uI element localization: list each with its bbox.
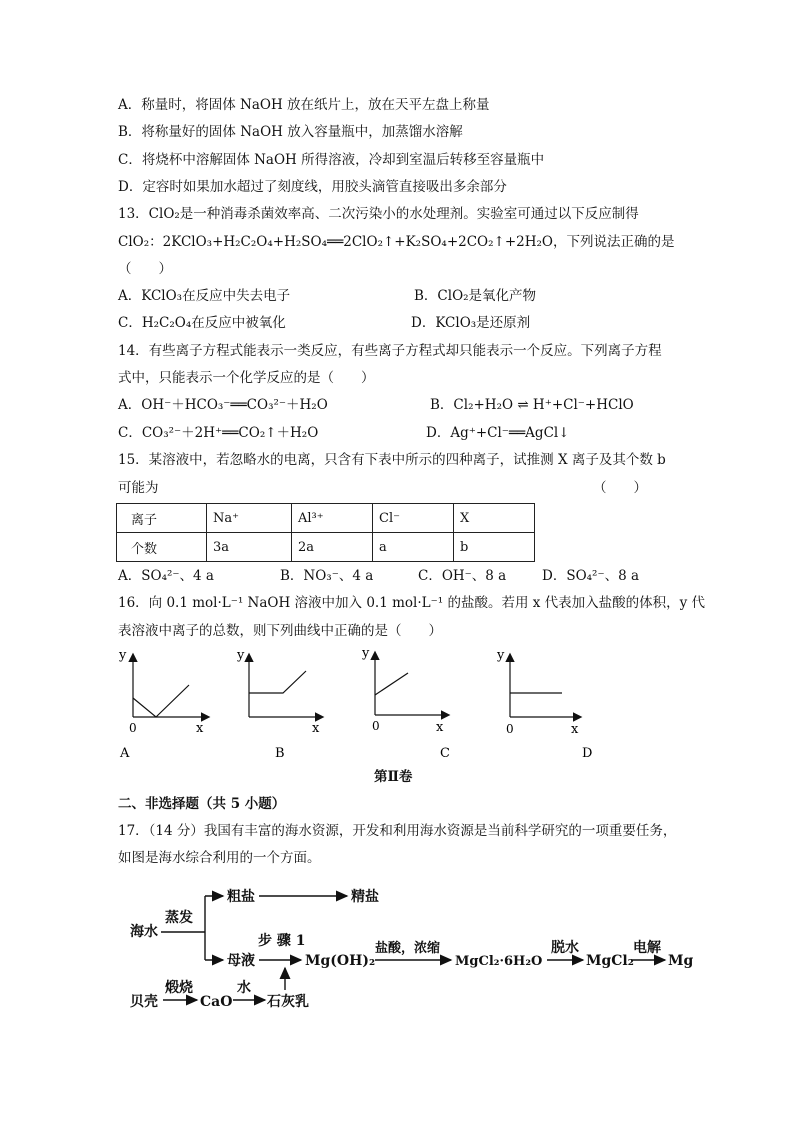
q13-answer-paren: （ ） — [118, 261, 172, 277]
q15-answer-paren: （ ） — [593, 480, 647, 496]
q14-stem-line2: 式中，只能表示一个化学反应的是（ ） — [118, 370, 375, 386]
label-electrolysis: 电解 — [633, 940, 661, 956]
q14-option-d: D．Ag⁺+Cl⁻══AgCl↓ — [426, 425, 570, 441]
q15-stem-line2: 可能为 — [118, 480, 159, 496]
table-header-cell: Na⁺ — [207, 504, 292, 533]
ion-count-table — [116, 503, 535, 562]
graph-label: B — [275, 746, 285, 761]
table-header-cell: X — [454, 504, 535, 533]
table-header-cell: Al³⁺ — [292, 504, 373, 533]
q12-option-c: C．将烧杯中溶解固体 NaOH 所得溶液，冷却到室温后转移至容量瓶中 — [118, 152, 545, 168]
table-cell: 2a — [292, 533, 373, 562]
node-mgcl2: MgCl₂ — [586, 953, 634, 969]
q14-option-b: B．Cl₂+H₂O ⇌ H⁺+Cl⁻+HClO — [430, 397, 634, 413]
q13-option-a: A．KClO₃在反应中失去电子 — [118, 288, 291, 304]
origin-label: 0 — [506, 722, 514, 736]
x-label: x — [196, 721, 204, 736]
q13-stem-line2: ClO₂：2KClO₃+H₂C₂O₄+H₂SO₄══2ClO₂↑+K₂SO₄+2CO₂↑+2H₂O，下列说法正确的是 — [118, 234, 675, 250]
graph-d — [496, 648, 592, 761]
origin-label: 0 — [129, 721, 137, 735]
node-mgcl2-hydrate: MgCl₂·6H₂O — [455, 954, 543, 969]
label-dehydrate: 脱水 — [551, 940, 579, 956]
label-calcine: 煅烧 — [165, 980, 193, 996]
curve-b — [249, 671, 306, 693]
q12-option-b: B．将称量好的固体 NaOH 放入容量瓶中，加蒸馏水溶解 — [118, 124, 463, 140]
x-label: x — [436, 720, 444, 735]
table-cell: a — [373, 533, 454, 562]
node-mgoh2: Mg(OH)₂ — [305, 953, 376, 969]
table-cell: 个数 — [117, 533, 207, 562]
label-evaporate: 蒸发 — [165, 910, 193, 926]
y-label: y — [119, 648, 127, 663]
q17-stem-line1: 17．（14 分）我国有丰富的海水资源，开发和利用海水资源是当前科学研究的一项重要任务， — [118, 823, 677, 839]
q15-option-c: C．OH⁻、8 a — [418, 568, 507, 584]
origin-label: 0 — [372, 719, 380, 733]
q15-option-a: A．SO₄²⁻、4 a — [118, 568, 214, 584]
y-label: y — [237, 648, 245, 663]
q15-option-b: B．NO₃⁻、4 a — [280, 568, 374, 584]
node-mother-liquor: 母液 — [227, 953, 255, 969]
y-label: y — [497, 648, 505, 663]
node-crude-salt: 粗盐 — [227, 889, 255, 905]
q14-stem-line1: 14．有些离子方程式能表示一类反应，有些离子方程式却只能表示一个反应。下列离子方程 — [118, 343, 662, 359]
q12-option-d: D．定容时如果加水超过了刻度线，用胶头滴管直接吸出多余部分 — [118, 179, 507, 195]
node-cao: CaO — [200, 994, 233, 1010]
table-header-cell: Cl⁻ — [373, 504, 454, 533]
q15-option-d: D．SO₄²⁻、8 a — [542, 568, 640, 584]
q15-stem-line1: 15．某溶液中，若忽略水的电离，只含有下表中所示的四种离子，试推测 X 离子及其个数 b — [118, 452, 666, 468]
q16-stem-line2: 表溶液中离子的总数，则下列曲线中正确的是（ ） — [118, 623, 442, 639]
graph-label: C — [440, 746, 450, 761]
curve-a — [133, 685, 189, 717]
curve-c — [375, 673, 408, 695]
q17-stem-line2: 如图是海水综合利用的一个方面。 — [118, 850, 321, 866]
node-seawater: 海水 — [130, 924, 158, 940]
table-row — [117, 533, 535, 562]
graph-c — [361, 646, 450, 761]
q13-option-b: B．ClO₂是氧化产物 — [414, 288, 537, 304]
x-label: x — [571, 722, 579, 737]
table-cell: 3a — [207, 533, 292, 562]
table-cell: b — [454, 533, 535, 562]
label-water: 水 — [237, 980, 251, 996]
q13-option-d: D．KClO₃是还原剂 — [411, 315, 531, 331]
graph-label: A — [120, 746, 130, 761]
table-row — [117, 504, 535, 533]
q16-graphs — [110, 643, 630, 763]
seawater-flow-diagram — [125, 880, 705, 1020]
node-shell: 贝壳 — [130, 994, 158, 1010]
graph-label: D — [582, 746, 593, 761]
node-refined-salt: 精盐 — [351, 889, 379, 905]
label-step1: 步 骤 1 — [258, 933, 306, 949]
q12-option-a: A．称量时，将固体 NaOH 放在纸片上，放在天平左盘上称量 — [118, 97, 490, 113]
section-heading: 二、非选择题（共 5 小题） — [118, 796, 286, 812]
label-acid: 盐酸，浓缩 — [375, 941, 441, 956]
node-mg: Mg — [668, 953, 694, 969]
table-header-cell: 离子 — [117, 504, 207, 533]
q13-option-c: C．H₂C₂O₄在反应中被氧化 — [118, 315, 286, 331]
graph-b — [236, 648, 322, 761]
q14-option-c: C．CO₃²⁻＋2H⁺══CO₂↑＋H₂O — [118, 425, 319, 441]
y-label: y — [362, 646, 370, 661]
q14-option-a: A．OH⁻＋HCO₃⁻══CO₃²⁻＋H₂O — [118, 397, 328, 413]
x-label: x — [312, 721, 320, 736]
q16-stem-line1: 16．向 0.1 mol·L⁻¹ NaOH 溶液中加入 0.1 mol·L⁻¹ 的盐酸。若用 x 代表加入盐酸的体积，y 代 — [118, 595, 706, 611]
node-lime-milk: 石灰乳 — [267, 994, 309, 1010]
part-title: 第Ⅱ卷 — [374, 769, 413, 785]
q13-stem-line1: 13．ClO₂是一种消毒杀菌效率高、二次污染小的水处理剂。实验室可通过以下反应制得 — [118, 206, 639, 222]
graph-a — [118, 648, 208, 761]
